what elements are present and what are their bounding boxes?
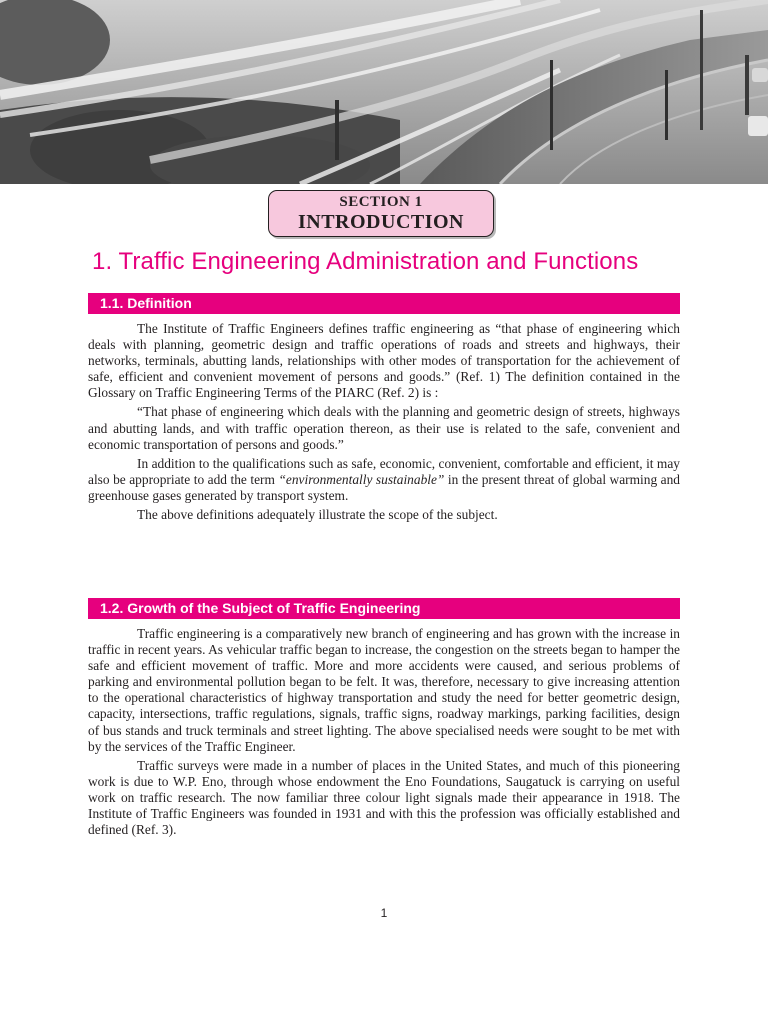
paragraph xyxy=(88,456,680,504)
section-title: INTRODUCTION xyxy=(297,211,465,233)
growth-text xyxy=(88,626,680,841)
section-label: SECTION 1 xyxy=(339,194,423,210)
chapter-title: 1. Traffic Engineering Administration and Functions xyxy=(92,248,639,275)
paragraph: The above definitions adequately illustrate the scope of the subject. xyxy=(137,507,498,523)
paragraph-text: in the present threat of global warming and greenhouse gases generated by transport system. xyxy=(88,471,681,503)
paragraph: “That phase of engineering which deals with the planning and geometric design of streets, highways and abutting lands, and with traffic operation thereon, as their use is related to the safe, convenient and economic transportation of persons and goods.” xyxy=(88,404,680,452)
subsection-heading-definition: 1.1. Definition xyxy=(88,293,680,314)
section-box xyxy=(268,190,494,237)
definition-text xyxy=(88,321,680,526)
paragraph: Traffic engineering is a comparatively new branch of engineering and has grown with the increase in traffic in recent years. As vehicular traffic began to increase, the congestion on the streets began to hamper the safe and efficient movement of traffic. More and more accidents were caused, and serious problems of parking and environmental pollution began to be felt. It was, therefore, necessary to give increasing attention to the operational characteristics of highway transportation and study the need for better geometric design, capacity, intersections, traffic regulations, signals, traffic signs, roadway markings, parking facilities, design of bus stands and truck terminals and street lighting. The above specialised needs were sought to be met with by the services of the Traffic Engineer. xyxy=(88,626,680,754)
paragraph-text: In addition to the qualifications such as safe, economic, convenient, comfortable and efficient, it may also be appropriate to add the term xyxy=(88,455,680,487)
paragraph: The Institute of Traffic Engineers defines traffic engineering as “that phase of engineering which deals with planning, geometric design and traffic operations of roads and streets and highways, their networks, terminals, abutting lands, relationships with other modes of transportation for the achievement of safe, efficient and convenient movement of persons and goods.” (Ref. 1) The definition contained in the Glossary on Traffic Engineering Terms of the PIARC (Ref. 2) is : xyxy=(88,321,680,401)
header-photo xyxy=(0,0,768,184)
page-number: 1 xyxy=(380,906,388,920)
emphasized-term: “environmentally sustainable” xyxy=(278,471,445,487)
subsection-heading-growth: 1.2. Growth of the Subject of Traffic Engineering xyxy=(88,598,680,619)
paragraph: Traffic surveys were made in a number of places in the United States, and much of this pioneering work is due to W.P. Eno, through whose endowment the Eno Foundations, Saugatuck is carrying on useful work on traffic research. The now familiar three colour light signals made their appearance in 1918. The Institute of Traffic Engineers was founded in 1931 and with this the profession was officially established and defined (Ref. 3). xyxy=(88,757,680,838)
